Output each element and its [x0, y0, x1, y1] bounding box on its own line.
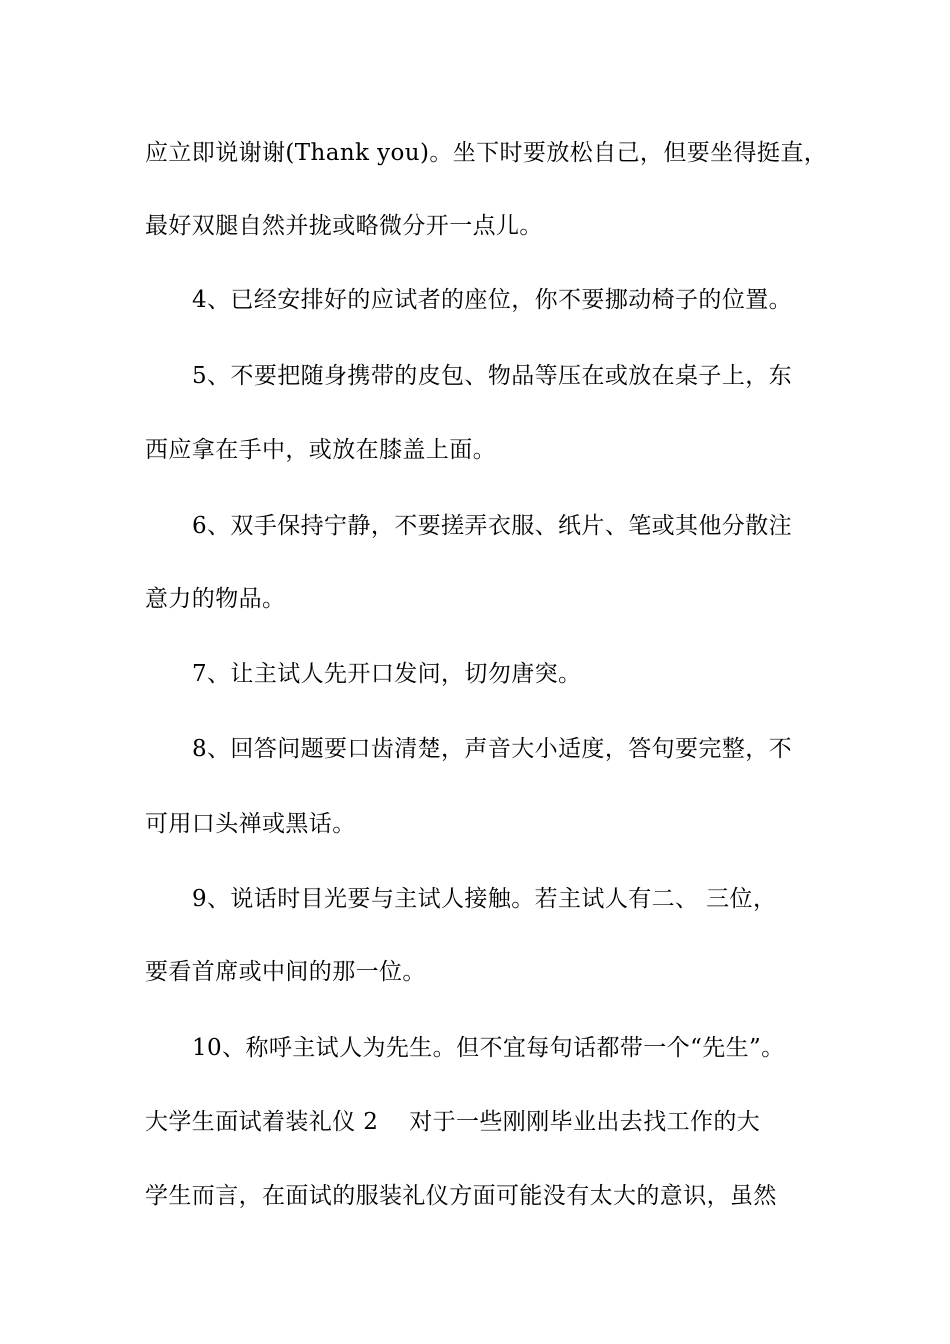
text-line: 可用口头禅或黑话。	[145, 811, 356, 837]
text-line: 6、双手保持宁静，不要搓弄衣服、纸片、笔或其他分散注	[192, 513, 793, 539]
text-line: 学生而言，在面试的服装礼仪方面可能没有太大的意识，虽然	[145, 1183, 777, 1209]
text-line: 意力的物品。	[145, 586, 286, 612]
text-line: 最好双腿自然并拢或略微分开一点儿。	[145, 213, 543, 239]
section-heading-line: 大学生面试着装礼仪 2 对于一些刚刚毕业出去找工作的大	[145, 1109, 761, 1135]
text-line: 10、称呼主试人为先生。但不宜每句话都带一个“先生”。	[192, 1035, 785, 1061]
text-line: 8、回答问题要口齿清楚，声音大小适度，答句要完整，不	[192, 736, 793, 762]
text-line: 7、让主试人先开口发问，切勿唐突。	[192, 661, 582, 687]
text-line: 4、已经安排好的应试者的座位，你不要挪动椅子的位置。	[192, 287, 793, 313]
text-line: 要看首席或中间的那一位。	[145, 959, 426, 985]
text-line: 西应拿在手中，或放在膝盖上面。	[145, 437, 496, 463]
text-line: 9、说话时目光要与主试人接触。若主试人有二、 三位，	[192, 886, 777, 912]
text-line: 应立即说谢谢(Thank you)。坐下时要放松自己，但要坐得挺直，	[145, 140, 828, 166]
text-line: 5、不要把随身携带的皮包、物品等压在或放在桌子上，东	[192, 363, 793, 389]
